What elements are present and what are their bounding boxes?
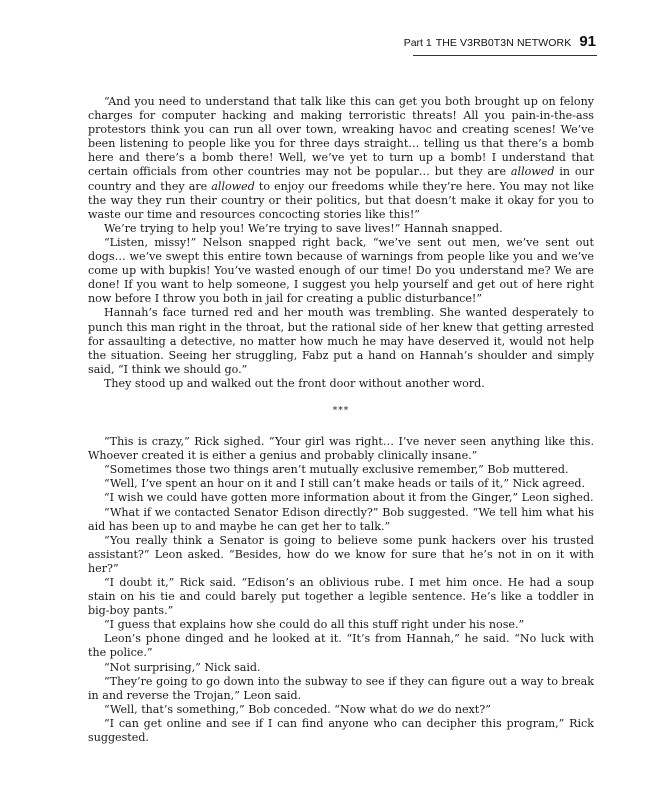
text-run: “I doubt it,” Rick said. “Edison’s an oblivious rube. I met him once. He had a soup stain on his tie and could barely put together a legible sentence. He’s like a toddler in big-boy pants.” bbox=[88, 576, 594, 618]
paragraph bbox=[88, 661, 594, 675]
text-run: “I wish we could have gotten more information about it from the Ginger,” Leon sighed. bbox=[104, 491, 594, 505]
text-run: Hannah’s face turned red and her mouth was trembling. She wanted desperately to punch this man right in the throat, but the rational side of her knew that getting arrested for assaulting a detective, no matter how much he may have deserved it, would not help the situation. Seeing her struggling, Fabz put a hand on Hannah’s shoulder and simply said, “I think we should go.” bbox=[88, 306, 594, 376]
text-run: “I guess that explains how she could do all this stuff right under his nose.” bbox=[104, 618, 525, 632]
text-run: “What if we contacted Senator Edison directly?” Bob suggested. “We tell him what his aid has been up to and maybe he can get her to talk.” bbox=[88, 505, 594, 533]
scene-break: *** bbox=[332, 405, 350, 416]
text-run: “I can get online and see if I can find anyone who can decipher this program,” Rick suggested. bbox=[88, 716, 594, 745]
paragraph bbox=[88, 463, 594, 477]
scene-two bbox=[88, 435, 594, 745]
body-text bbox=[88, 95, 594, 745]
paragraph bbox=[88, 377, 594, 391]
emphasis-text: we bbox=[417, 702, 434, 716]
page-number: 91 bbox=[579, 33, 596, 50]
paragraph bbox=[88, 222, 594, 236]
paragraph bbox=[88, 506, 594, 534]
text-run: We’re trying to help you! We’re trying to save lives!” Hannah snapped. bbox=[104, 221, 503, 235]
paragraph bbox=[88, 435, 594, 463]
part-label: Part 1 bbox=[403, 37, 432, 49]
emphasis-text: allowed bbox=[510, 165, 555, 179]
paragraph bbox=[88, 95, 594, 222]
paragraph bbox=[88, 306, 594, 376]
paragraph bbox=[88, 477, 594, 491]
text-run: “Well, I’ve spent an hour on it and I still can’t make heads or tails of it,” Nick agreed. bbox=[104, 477, 586, 491]
text-run: They stood up and walked out the front door without another word. bbox=[104, 376, 485, 390]
text-run: Leon’s phone dinged and he looked at it. “It’s from Hannah,” he said. “No luck with the police.” bbox=[88, 632, 594, 660]
header-rule bbox=[413, 55, 597, 56]
text-run: “They’re going to go down into the subway to see if they can figure out a way to break in and reverse the Trojan,” Leon said. bbox=[88, 674, 594, 702]
paragraph bbox=[88, 675, 594, 703]
paragraph bbox=[88, 534, 594, 576]
text-run: in our country and they are bbox=[88, 165, 594, 193]
paragraph bbox=[88, 632, 594, 660]
paragraph bbox=[88, 618, 594, 632]
text-run: “You really think a Senator is going to believe some punk hackers over his trusted assistant?” Leon asked. “Besides, how do we know for sure that he’s not in on it with her?” bbox=[88, 533, 594, 575]
running-head bbox=[404, 33, 596, 50]
paragraph bbox=[88, 717, 594, 745]
paragraph bbox=[88, 236, 594, 306]
text-run: “This is crazy,” Rick sighed. “Your girl was right… I’ve never seen anything like this. Whoever created it is either a genius and probably clinically insane.” bbox=[88, 435, 594, 463]
paragraph bbox=[88, 491, 594, 505]
text-run: “And you need to understand that talk like this can get you both brought up on felony charges for computer hacking and making terroristic threats! All you pain-in-the-ass protestors think you can run all over town, wreaking havoc and creating scenes! We’ve been listening to people like you for three days straight… telling us that there’s a bomb here and there’s a bomb there! Well, we’ve yet to turn up a bomb! I understand that certain officials from other countries may not be popular… but they are bbox=[88, 95, 594, 179]
paragraph bbox=[88, 703, 594, 717]
text-run: “Listen, missy!” Nelson snapped right back, “we’ve sent out men, we’ve sent out dogs… we’ve swept this entire town because of warnings from people like you and we’ve come up with bupkis! You’ve wasted enough of our time! Do you understand me? We are done! If you want to help someone, I suggest you help yourself and get out of here right now before I throw you both in jail for creating a public disturbance!” bbox=[88, 235, 594, 306]
paragraph bbox=[88, 576, 594, 618]
text-run: do next?” bbox=[433, 702, 491, 716]
text-run: “Well, that’s something,” Bob conceded. “Now what do bbox=[104, 702, 418, 716]
scene-one bbox=[88, 95, 594, 391]
text-run: “Sometimes those two things aren’t mutually exclusive remember,” Bob muttered. bbox=[104, 463, 569, 477]
emphasis-text: allowed bbox=[211, 179, 255, 193]
text-run: to enjoy our freedoms while they’re here. You may not like the way they run their country or their politics, but that doesn’t make it okay for you to waste our time and resources concocting stories like this!” bbox=[88, 179, 594, 221]
section-title: THE V3RB0T3N NETWORK bbox=[435, 37, 572, 49]
text-run: “Not surprising,” Nick said. bbox=[104, 660, 261, 674]
